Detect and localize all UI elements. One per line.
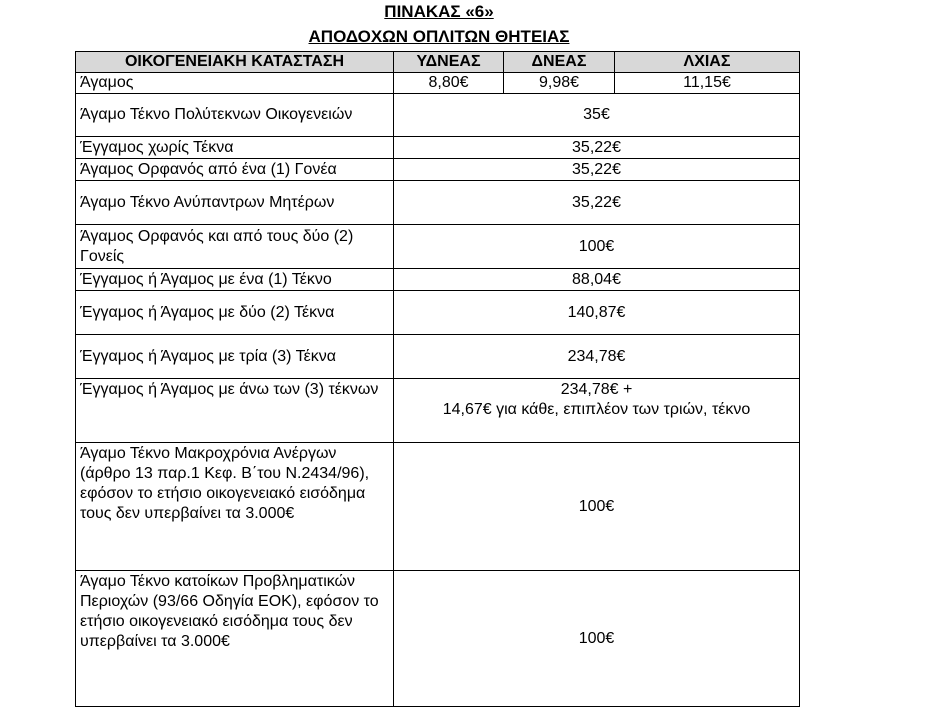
value-line-base: 234,78€ + — [560, 381, 633, 398]
table-row — [76, 94, 800, 137]
row-value: 234,78€ — [394, 335, 800, 379]
table-row — [76, 225, 800, 269]
row-value — [394, 379, 800, 443]
header-marital-status: ΟΙΚΟΓΕΝΕΙΑΚΗ ΚΑΤΑΣΤΑΣΗ — [76, 52, 394, 73]
value-line-extra: 14,67€ για κάθε, επιπλέον των τριών, τέκνο — [442, 401, 751, 418]
table-row — [76, 73, 800, 94]
header-dneas: ΔΝΕΑΣ — [504, 52, 615, 73]
table-row — [76, 181, 800, 225]
table-row — [76, 443, 800, 571]
row-label: Έγγαμος ή Άγαμος με τρία (3) Τέκνα — [76, 335, 394, 379]
row-label: Έγγαμος χωρίς Τέκνα — [76, 137, 394, 159]
table-title: ΠΙΝΑΚΑΣ «6» — [384, 2, 494, 21]
row-value: 35€ — [394, 94, 800, 137]
row-label: Άγαμος Ορφανός και από τους δύο (2) Γονείς — [76, 225, 394, 269]
value-ydneas: 8,80€ — [394, 73, 504, 94]
header-lchias: ΛΧΙΑΣ — [615, 52, 800, 73]
header-ydneas: ΥΔΝΕΑΣ — [394, 52, 504, 73]
row-value: 88,04€ — [394, 269, 800, 291]
table-row — [76, 571, 800, 707]
table-row — [76, 335, 800, 379]
row-value: 35,22€ — [394, 159, 800, 181]
table-subtitle: ΑΠΟΔΟΧΩΝ ΟΠΛΙΤΩΝ ΘΗΤΕΙΑΣ — [308, 27, 570, 46]
row-label: Έγγαμος ή Άγαμος με ένα (1) Τέκνο — [76, 269, 394, 291]
row-value: 100€ — [394, 571, 800, 707]
row-value: 35,22€ — [394, 137, 800, 159]
row-value: 100€ — [394, 443, 800, 571]
row-value: 100€ — [394, 225, 800, 269]
value-dneas: 9,98€ — [504, 73, 615, 94]
table-row — [76, 159, 800, 181]
row-label: Άγαμο Τέκνο Πολύτεκνων Οικογενειών — [76, 94, 394, 137]
row-label: Άγαμο Τέκνο Ανύπαντρων Μητέρων — [76, 181, 394, 225]
table-row — [76, 137, 800, 159]
row-label: Άγαμος Ορφανός από ένα (1) Γονέα — [76, 159, 394, 181]
row-label: Έγγαμος ή Άγαμος με άνω των (3) τέκνων — [76, 379, 394, 443]
allowance-table — [75, 51, 800, 707]
row-value: 35,22€ — [394, 181, 800, 225]
row-label: Άγαμο Τέκνο κατοίκων Προβληματικών Περιοχών (93/66 Οδηγία ΕΟΚ), εφόσον το ετήσιο οικογενειακό εισόδημα τους δεν υπερβαίνει τα 3.000€ — [76, 571, 394, 707]
row-label: Άγαμος — [76, 73, 394, 94]
table-row — [76, 379, 800, 443]
table-row — [76, 291, 800, 335]
row-label: Άγαμο Τέκνο Μακροχρόνια Ανέργων (άρθρο 13 παρ.1 Κεφ. Β΄του Ν.2434/96), εφόσον το ετήσιο οικογενειακό εισόδημα τους δεν υπερβαίνει τα 3.000€ — [76, 443, 394, 571]
table-header-row — [76, 52, 800, 73]
row-label: Έγγαμος ή Άγαμος με δύο (2) Τέκνα — [76, 291, 394, 335]
value-lchias: 11,15€ — [615, 73, 800, 94]
table-row — [76, 269, 800, 291]
row-value: 140,87€ — [394, 291, 800, 335]
